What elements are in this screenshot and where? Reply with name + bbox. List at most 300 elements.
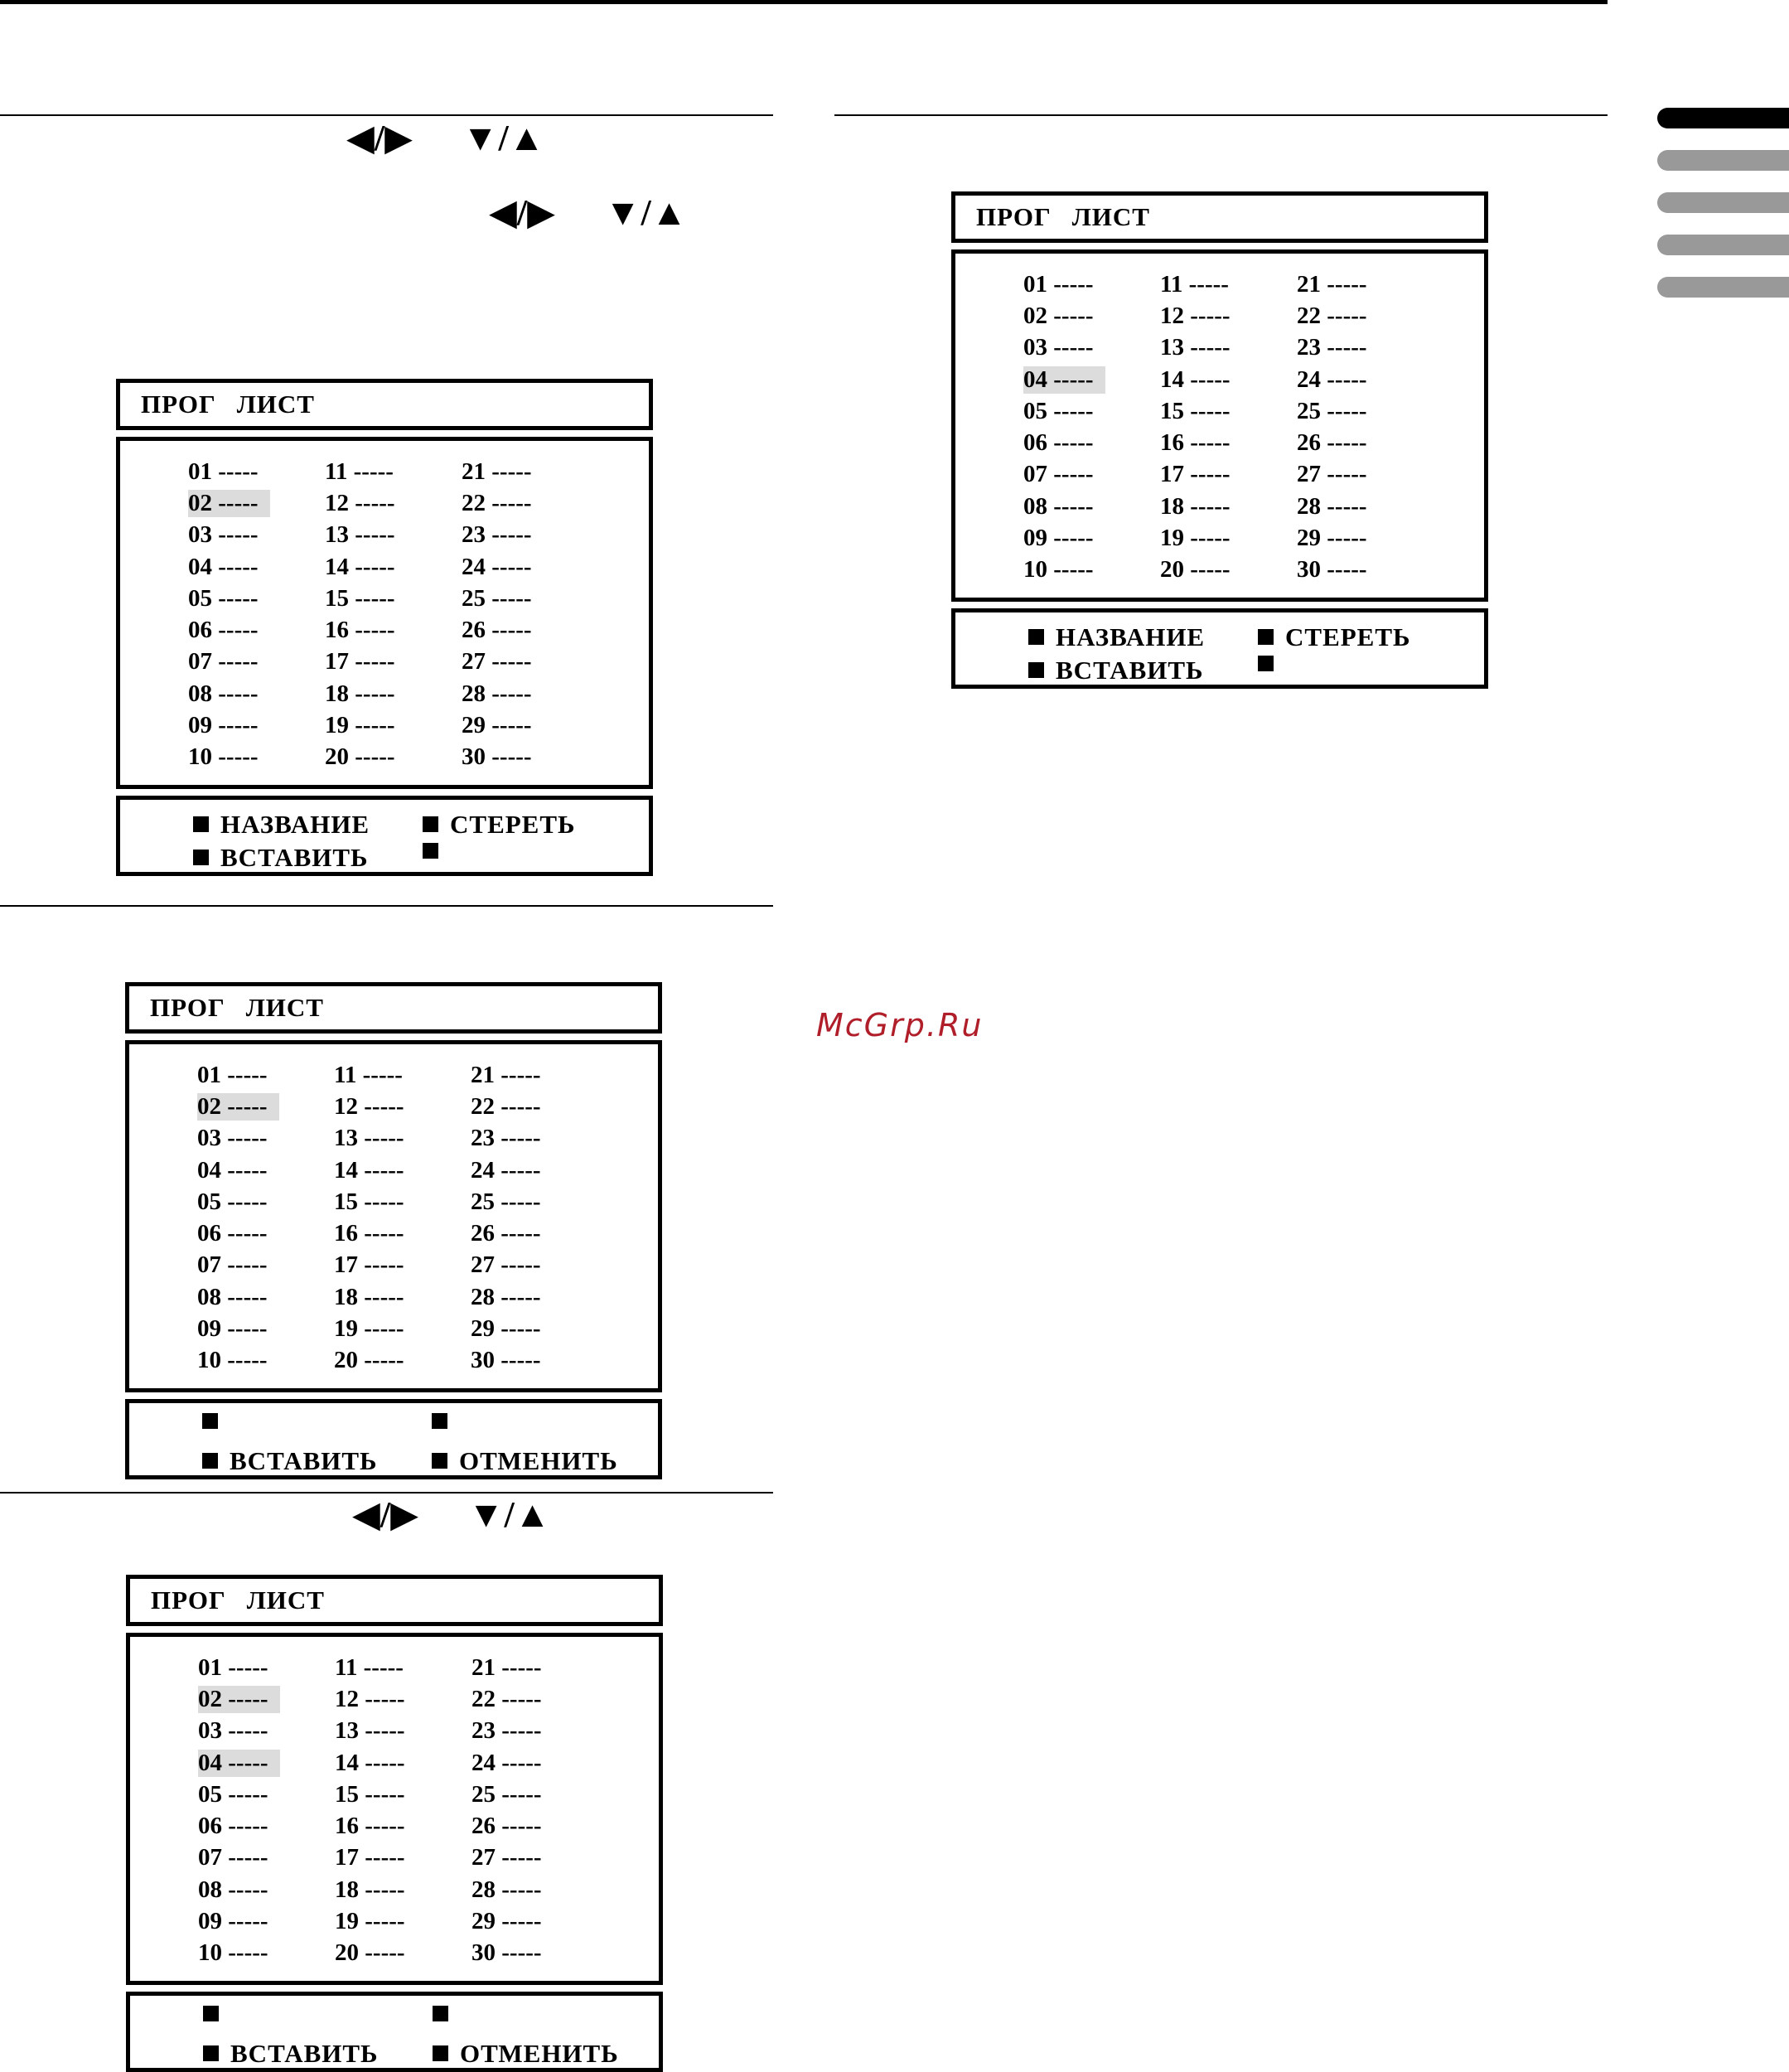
program-slot[interactable] [197, 1284, 334, 1311]
program-slot[interactable] [198, 1717, 335, 1745]
program-slot[interactable] [471, 1844, 608, 1871]
program-slot[interactable] [462, 490, 598, 517]
program-slot[interactable] [198, 1876, 335, 1904]
program-slot[interactable] [198, 1781, 335, 1808]
program-slot-label: 20 ----- [325, 743, 395, 771]
program-slot[interactable] [325, 458, 462, 486]
program-slot-label: 02 ----- [198, 1686, 280, 1713]
program-slot-label: 26 ----- [462, 617, 532, 644]
program-slot[interactable] [188, 617, 325, 644]
color-key-bottom-left[interactable] [193, 843, 369, 873]
program-slot[interactable] [471, 1717, 608, 1745]
program-slot-label: 17 ----- [325, 648, 395, 675]
program-slot-label: 19 ----- [1160, 525, 1231, 552]
program-slot-label: 04 ----- [1023, 366, 1105, 394]
program-slot[interactable] [1297, 525, 1434, 552]
program-slot[interactable] [1160, 398, 1297, 425]
program-slot-label: 05 ----- [198, 1780, 268, 1808]
chapter-tab [1657, 235, 1789, 255]
program-slot[interactable] [1023, 429, 1160, 457]
osd-title-word: ПРОГ [141, 390, 216, 419]
program-slot-label: 18 ----- [334, 1283, 404, 1310]
program-slot-label: 29 ----- [471, 1315, 541, 1343]
program-slot[interactable] [334, 1315, 471, 1343]
program-row [955, 491, 1484, 522]
program-slot[interactable] [1160, 525, 1297, 552]
osd-color-key-legend [951, 608, 1488, 689]
program-slot[interactable] [334, 1157, 471, 1184]
program-slot-label: 10 ----- [1023, 556, 1094, 583]
program-row [129, 1091, 658, 1122]
color-key-square-icon [433, 2006, 448, 2021]
program-slot[interactable] [1160, 556, 1297, 583]
program-slot[interactable] [1023, 493, 1160, 520]
program-slot[interactable] [471, 1686, 608, 1713]
program-slot-label: 12 ----- [325, 489, 395, 516]
program-slot[interactable] [335, 1813, 471, 1840]
program-slot[interactable] [334, 1062, 471, 1089]
down-arrow-icon: ▼ [462, 118, 499, 158]
program-slot[interactable] [334, 1347, 471, 1374]
color-key-label: НАЗВАНИЕ [220, 809, 370, 839]
program-slot[interactable] [471, 1157, 607, 1184]
left-arrow-icon: ◀ [489, 192, 517, 233]
program-slot-label: 15 ----- [1160, 397, 1231, 424]
program-slot-label: 04 ----- [198, 1750, 280, 1777]
program-slot[interactable] [1160, 366, 1297, 394]
program-slot-label: 26 ----- [1297, 429, 1367, 457]
program-slot[interactable] [335, 1750, 471, 1777]
program-slot-label: 28 ----- [471, 1283, 541, 1310]
color-key-top-left[interactable] [202, 1413, 230, 1429]
color-key-label: ОТМЕНИТЬ [460, 2038, 619, 2068]
program-slot-label: 08 ----- [198, 1876, 268, 1903]
program-slot[interactable] [471, 1908, 608, 1935]
color-key-square-icon [203, 2006, 219, 2021]
program-slot[interactable] [198, 1813, 335, 1840]
program-slot-label: 23 ----- [471, 1717, 542, 1745]
program-row [955, 522, 1484, 554]
program-row [129, 1345, 658, 1377]
program-slot-label: 14 ----- [334, 1156, 404, 1184]
program-row [129, 1218, 658, 1249]
color-key-square-icon [202, 1453, 218, 1469]
program-slot[interactable] [188, 521, 325, 549]
program-slot[interactable] [335, 1844, 471, 1871]
program-slot[interactable] [325, 554, 462, 581]
osd-title-word: ЛИСТ [245, 993, 324, 1022]
program-row [130, 1810, 659, 1842]
color-key-square-icon [432, 1453, 447, 1469]
program-slot-label: 27 ----- [471, 1251, 541, 1279]
program-slot-label: 10 ----- [198, 1939, 268, 1967]
program-slot[interactable] [1023, 556, 1160, 583]
section-rule-3 [0, 1492, 773, 1493]
program-slot[interactable] [325, 521, 462, 549]
program-slot-label: 09 ----- [188, 712, 259, 739]
program-slot[interactable] [1297, 271, 1434, 298]
program-slot-label: 29 ----- [471, 1908, 542, 1935]
program-slot[interactable] [197, 1188, 334, 1216]
program-slot[interactable] [471, 1813, 608, 1840]
program-slot-label: 06 ----- [198, 1813, 268, 1840]
program-slot-label: 29 ----- [462, 712, 532, 739]
program-slot[interactable] [471, 1062, 607, 1089]
program-slot[interactable] [1297, 366, 1434, 394]
color-key-top-right[interactable] [423, 810, 576, 840]
program-slot[interactable] [188, 585, 325, 612]
program-slot-label: 28 ----- [471, 1876, 542, 1903]
program-slot-label: 22 ----- [1297, 302, 1367, 329]
osd-program-list-3 [126, 1575, 663, 2072]
program-slot-label: 06 ----- [188, 617, 259, 644]
program-slot[interactable] [334, 1125, 471, 1152]
program-slot-label: 01 ----- [188, 457, 259, 485]
program-slot-label: 11 ----- [334, 1061, 403, 1088]
program-slot[interactable] [471, 1654, 608, 1682]
program-slot[interactable] [1297, 429, 1434, 457]
chapter-tab [1657, 277, 1789, 298]
program-slot-label: 20 ----- [1160, 556, 1231, 583]
color-key-square-icon [203, 2045, 219, 2061]
program-slot-label: 25 ----- [1297, 397, 1367, 424]
program-slot-label: 11 ----- [335, 1653, 404, 1681]
color-key-top-right[interactable] [1258, 622, 1411, 652]
watermark: McGrp.Ru [816, 1007, 984, 1043]
color-key-top-left[interactable] [203, 2006, 230, 2021]
program-slot-label: 28 ----- [462, 680, 532, 707]
color-key-bottom-left[interactable] [1028, 656, 1204, 685]
color-key-bottom-right[interactable] [1258, 656, 1285, 671]
program-row [130, 1874, 659, 1905]
program-slot[interactable] [1160, 271, 1297, 298]
osd-program-list-2 [125, 982, 662, 1479]
program-row [129, 1186, 658, 1218]
program-slot[interactable] [197, 1093, 334, 1121]
program-slot-label: 20 ----- [334, 1347, 404, 1374]
program-slot-label: 08 ----- [197, 1283, 268, 1310]
program-slot[interactable] [335, 1686, 471, 1713]
program-slot[interactable] [188, 743, 325, 771]
slash-glyph: / [374, 118, 385, 158]
program-row [120, 520, 649, 551]
color-key-square-icon [1258, 656, 1274, 671]
program-slot[interactable] [1160, 303, 1297, 330]
program-row [955, 395, 1484, 427]
program-slot[interactable] [188, 554, 325, 581]
program-row [129, 1123, 658, 1155]
program-slot-label: 19 ----- [335, 1908, 405, 1935]
program-slot[interactable] [471, 1251, 607, 1279]
program-slot[interactable] [197, 1251, 334, 1279]
program-slot[interactable] [198, 1908, 335, 1935]
color-key-square-icon [1028, 662, 1044, 678]
color-key-square-icon [432, 1413, 447, 1429]
program-slot[interactable] [188, 490, 325, 517]
program-slot[interactable] [1023, 334, 1160, 361]
color-key-top-left[interactable] [193, 810, 370, 840]
program-slot[interactable] [197, 1220, 334, 1247]
program-slot[interactable] [471, 1750, 608, 1777]
program-slot[interactable] [471, 1284, 607, 1311]
program-slot-label: 12 ----- [334, 1092, 404, 1120]
program-row [120, 551, 649, 583]
color-key-bottom-right[interactable] [433, 2039, 619, 2069]
program-slot[interactable] [335, 1654, 471, 1682]
program-list [125, 1040, 662, 1392]
program-slot-label: 06 ----- [197, 1220, 268, 1247]
down-arrow-icon: ▼ [467, 1494, 505, 1535]
program-list [951, 249, 1488, 602]
program-row [955, 364, 1484, 395]
program-slot-label: 24 ----- [471, 1749, 542, 1776]
program-slot[interactable] [1160, 429, 1297, 457]
osd-title-word: ЛИСТ [236, 390, 315, 419]
program-slot[interactable] [462, 554, 598, 581]
program-slot[interactable] [335, 1717, 471, 1745]
program-slot[interactable] [1023, 271, 1160, 298]
color-key-square-icon [433, 2045, 448, 2061]
program-slot[interactable] [1297, 334, 1434, 361]
program-row [120, 742, 649, 773]
program-slot-label: 07 ----- [188, 648, 259, 675]
program-slot-label: 17 ----- [335, 1844, 405, 1871]
program-slot[interactable] [1297, 493, 1434, 520]
program-slot-label: 30 ----- [462, 743, 532, 771]
osd-title-bar [116, 379, 653, 430]
program-slot-label: 11 ----- [325, 457, 394, 485]
program-slot-label: 02 ----- [197, 1093, 279, 1121]
color-key-label: ВСТАВИТЬ [230, 1445, 378, 1475]
program-slot[interactable] [335, 1781, 471, 1808]
program-slot[interactable] [462, 648, 598, 675]
program-slot-label: 26 ----- [471, 1813, 542, 1840]
program-slot[interactable] [462, 458, 598, 486]
program-slot-label: 25 ----- [471, 1780, 542, 1808]
program-row [120, 614, 649, 646]
color-key-bottom-left[interactable] [202, 1446, 378, 1476]
color-key-square-icon [423, 843, 438, 859]
program-slot-label: 08 ----- [1023, 492, 1094, 520]
program-slot-label: 10 ----- [197, 1347, 268, 1374]
program-slot[interactable] [1297, 303, 1434, 330]
program-slot[interactable] [471, 1781, 608, 1808]
program-slot[interactable] [1023, 303, 1160, 330]
program-slot[interactable] [325, 585, 462, 612]
program-slot[interactable] [197, 1347, 334, 1374]
program-slot-label: 14 ----- [325, 553, 395, 580]
program-slot[interactable] [335, 1876, 471, 1904]
program-row [129, 1059, 658, 1091]
osd-program-list-1 [116, 379, 653, 876]
program-row [129, 1250, 658, 1281]
program-slot[interactable] [1297, 461, 1434, 488]
program-slot[interactable] [325, 617, 462, 644]
program-slot[interactable] [197, 1315, 334, 1343]
left-arrow-icon: ◀ [346, 118, 375, 158]
program-list [116, 437, 653, 789]
osd-title-word: ПРОГ [150, 993, 225, 1022]
chapter-tab [1657, 150, 1789, 171]
program-slot[interactable] [462, 680, 598, 708]
slash-glyph: / [504, 1494, 515, 1535]
program-slot-label: 14 ----- [1160, 366, 1231, 393]
program-slot-label: 18 ----- [335, 1876, 405, 1903]
program-slot[interactable] [471, 1093, 607, 1121]
program-slot-label: 24 ----- [471, 1156, 541, 1184]
program-slot-label: 09 ----- [198, 1908, 268, 1935]
program-slot[interactable] [1023, 461, 1160, 488]
program-slot[interactable] [334, 1220, 471, 1247]
program-slot[interactable] [198, 1686, 335, 1713]
program-slot[interactable] [1160, 493, 1297, 520]
chapter-tab [1657, 192, 1789, 213]
program-slot[interactable] [335, 1908, 471, 1935]
program-slot-label: 14 ----- [335, 1749, 405, 1776]
program-slot[interactable] [1023, 398, 1160, 425]
program-list [126, 1633, 663, 1985]
program-slot[interactable] [198, 1844, 335, 1871]
program-slot[interactable] [1297, 556, 1434, 583]
program-slot[interactable] [471, 1315, 607, 1343]
program-row [955, 332, 1484, 364]
program-slot-label: 06 ----- [1023, 429, 1094, 457]
left-arrow-icon: ◀ [352, 1494, 380, 1535]
right-arrow-icon: ▶ [527, 192, 555, 233]
program-slot-label: 27 ----- [471, 1844, 542, 1871]
program-row [120, 583, 649, 614]
program-slot[interactable] [471, 1220, 607, 1247]
osd-title-bar [125, 982, 662, 1034]
program-slot[interactable] [334, 1093, 471, 1121]
program-slot-label: 19 ----- [325, 712, 395, 739]
program-slot[interactable] [334, 1284, 471, 1311]
program-slot[interactable] [1023, 366, 1160, 394]
program-row [130, 1938, 659, 1969]
program-slot-label: 28 ----- [1297, 492, 1367, 520]
program-slot-label: 04 ----- [197, 1156, 268, 1184]
color-key-label: НАЗВАНИЕ [1056, 622, 1206, 651]
program-row [129, 1313, 658, 1344]
program-slot-label: 23 ----- [471, 1125, 541, 1152]
right-arrow-icon: ▶ [390, 1494, 418, 1535]
program-slot-label: 24 ----- [1297, 366, 1367, 393]
program-slot[interactable] [188, 648, 325, 675]
program-slot-label: 25 ----- [462, 584, 532, 612]
program-slot[interactable] [197, 1125, 334, 1152]
program-slot-label: 03 ----- [197, 1125, 268, 1152]
program-slot-label: 05 ----- [1023, 397, 1094, 424]
program-slot[interactable] [197, 1062, 334, 1089]
program-slot[interactable] [325, 490, 462, 517]
program-slot[interactable] [325, 712, 462, 739]
program-slot-label: 18 ----- [325, 680, 395, 707]
program-slot[interactable] [198, 1750, 335, 1777]
osd-title-bar [126, 1575, 663, 1626]
color-key-bottom-right[interactable] [423, 843, 450, 859]
page-top-rule [0, 0, 1608, 4]
color-key-bottom-left[interactable] [203, 2039, 379, 2069]
slash-glyph: / [380, 1494, 391, 1535]
slash-glyph: / [641, 192, 651, 233]
program-slot-label: 21 ----- [471, 1061, 541, 1088]
chapter-tabs [1657, 108, 1789, 319]
osd-title-word: ПРОГ [151, 1585, 226, 1615]
color-key-top-right[interactable] [433, 2006, 460, 2021]
program-slot[interactable] [325, 648, 462, 675]
program-slot-label: 04 ----- [188, 553, 259, 580]
program-slot[interactable] [188, 712, 325, 739]
program-slot[interactable] [334, 1188, 471, 1216]
program-row [955, 554, 1484, 586]
program-slot-label: 13 ----- [334, 1125, 404, 1152]
program-slot-label: 18 ----- [1160, 492, 1231, 520]
up-arrow-icon: ▲ [650, 192, 688, 233]
program-row [955, 427, 1484, 458]
program-slot[interactable] [462, 521, 598, 549]
color-key-bottom-right[interactable] [432, 1446, 618, 1476]
program-slot[interactable] [335, 1939, 471, 1967]
program-slot-label: 12 ----- [335, 1685, 405, 1712]
program-slot[interactable] [197, 1157, 334, 1184]
program-slot-label: 13 ----- [1160, 334, 1231, 361]
program-slot[interactable] [471, 1188, 607, 1216]
osd-color-key-legend [116, 796, 653, 876]
program-slot-label: 22 ----- [471, 1685, 542, 1712]
program-slot-label: 22 ----- [471, 1092, 541, 1120]
program-slot[interactable] [198, 1654, 335, 1682]
program-slot[interactable] [462, 617, 598, 644]
program-row [120, 487, 649, 519]
color-key-label: ВСТАВИТЬ [1056, 655, 1204, 685]
program-slot[interactable] [188, 458, 325, 486]
color-key-square-icon [423, 816, 438, 832]
program-slot[interactable] [334, 1251, 471, 1279]
color-key-label: ВСТАВИТЬ [220, 842, 369, 872]
program-slot-label: 21 ----- [471, 1653, 542, 1681]
program-slot[interactable] [1297, 398, 1434, 425]
program-slot-label: 29 ----- [1297, 525, 1367, 552]
program-slot[interactable] [188, 680, 325, 708]
color-key-top-left[interactable] [1028, 622, 1205, 652]
color-key-top-right[interactable] [432, 1413, 459, 1429]
down-arrow-icon: ▼ [604, 192, 641, 233]
program-slot-label: 26 ----- [471, 1220, 541, 1247]
program-row [955, 269, 1484, 300]
program-slot[interactable] [462, 585, 598, 612]
osd-title-bar [951, 191, 1488, 243]
program-slot[interactable] [462, 712, 598, 739]
program-slot-label: 17 ----- [334, 1251, 404, 1279]
program-slot[interactable] [471, 1876, 608, 1904]
osd-color-key-legend [125, 1399, 662, 1479]
program-slot[interactable] [471, 1939, 608, 1967]
program-slot[interactable] [325, 680, 462, 708]
color-key-square-icon [202, 1413, 218, 1429]
osd-title-word: ЛИСТ [246, 1585, 325, 1615]
program-slot[interactable] [1160, 334, 1297, 361]
program-slot[interactable] [1160, 461, 1297, 488]
color-key-square-icon [1258, 629, 1274, 645]
program-slot[interactable] [462, 743, 598, 771]
program-slot-label: 07 ----- [197, 1251, 268, 1279]
program-slot[interactable] [471, 1347, 607, 1374]
nav-arrows-3 [352, 1494, 551, 1535]
program-slot[interactable] [325, 743, 462, 771]
program-slot[interactable] [198, 1939, 335, 1967]
program-slot[interactable] [1023, 525, 1160, 552]
program-slot[interactable] [471, 1125, 607, 1152]
